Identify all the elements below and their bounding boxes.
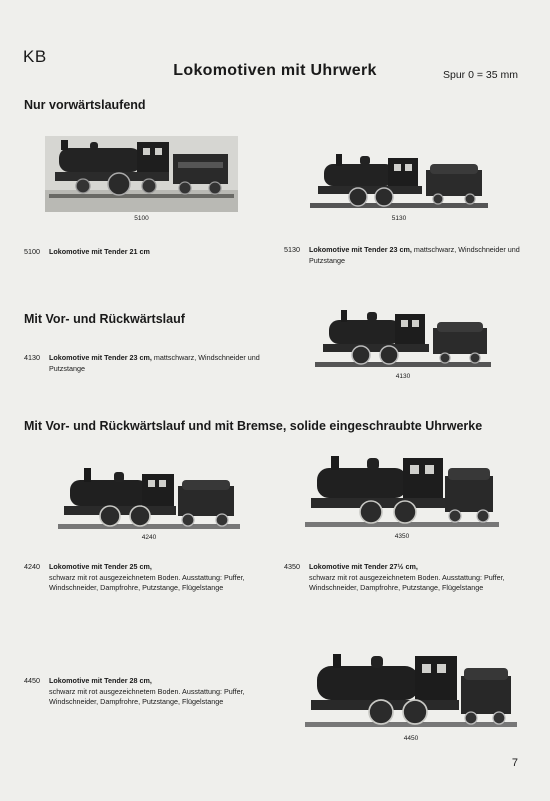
product-name: Lokomotive mit Tender 28 cm, xyxy=(49,676,152,685)
locomotive-4350-image xyxy=(305,452,499,530)
product-name: Lokomotive mit Tender 21 cm xyxy=(49,247,150,256)
product-name: Lokomotive mit Tender 23 cm, xyxy=(49,353,152,362)
caption-4350: 4350 xyxy=(394,533,410,540)
product-number: 5100 xyxy=(24,247,40,256)
product-name: Lokomotive mit Tender 25 cm, xyxy=(49,562,152,571)
description-5130 xyxy=(284,245,524,266)
locomotive-4240-image xyxy=(58,464,240,532)
description-4350 xyxy=(284,562,522,594)
product-number: 4240 xyxy=(24,562,40,571)
description-4450 xyxy=(24,676,284,708)
locomotive-5130-image xyxy=(310,150,488,212)
caption-5130: 5130 xyxy=(391,215,407,222)
page-title: Lokomotiven mit Uhrwerk xyxy=(173,62,377,79)
page-number: 7 xyxy=(511,757,518,769)
product-number: 5130 xyxy=(284,245,300,254)
product-name: Lokomotive mit Tender 27½ cm, xyxy=(309,562,418,571)
description-5100 xyxy=(24,247,254,258)
product-details: schwarz mit rot ausgezeichnetem Boden. Ausstattung: Puffer, Windschneider, Dampfrohre, Putzstange, Flügelstange xyxy=(49,572,245,592)
caption-4130: 4130 xyxy=(395,373,411,380)
caption-4240: 4240 xyxy=(141,534,157,541)
gauge-label: Spur 0 = 35 mm xyxy=(443,69,518,81)
product-details: mattschwarz, Windschneider und Putzstange xyxy=(309,245,520,265)
product-details: schwarz mit rot ausgezeichnetem Boden. Ausstattung: Puffer, Windschneider, Dampfrohre, Putzstange, Flügelstange xyxy=(309,572,505,592)
product-number: 4130 xyxy=(24,353,40,362)
section-heading-forward-only: Nur vorwärtslaufend xyxy=(24,98,146,112)
locomotive-4130-image xyxy=(315,306,491,370)
description-4130 xyxy=(24,353,296,374)
product-number: 4350 xyxy=(284,562,300,571)
section-heading-brake: Mit Vor- und Rückwärtslauf und mit Bremse, solide eingeschraubte Uhrwerke xyxy=(24,419,483,433)
product-number: 4450 xyxy=(24,676,40,685)
product-name: Lokomotive mit Tender 23 cm, xyxy=(309,245,412,254)
catalog-code: KB xyxy=(23,47,47,66)
product-details: mattschwarz, Windschneider und Putzstange xyxy=(49,353,260,373)
description-4240 xyxy=(24,562,260,594)
locomotive-5100-image xyxy=(45,136,238,212)
product-details: schwarz mit rot ausgezeichnetem Boden. Ausstattung: Puffer, Windschneider, Dampfrohre, Putzstange, Flügelstange xyxy=(49,686,245,706)
caption-4450: 4450 xyxy=(403,735,419,742)
locomotive-4450-image xyxy=(305,652,517,730)
section-heading-forward-reverse: Mit Vor- und Rückwärtslauf xyxy=(24,312,185,326)
caption-5100: 5100 xyxy=(134,215,149,222)
